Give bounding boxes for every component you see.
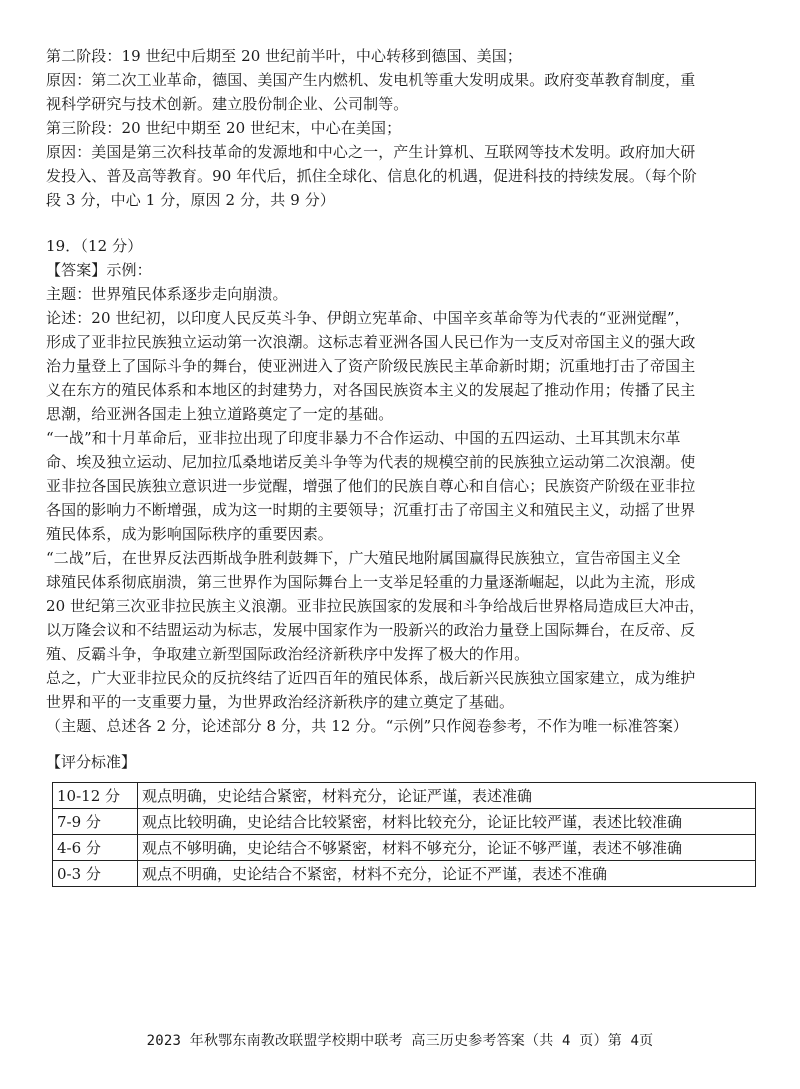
scoring-table (52, 782, 756, 887)
argument-line: 以万隆会议和不结盟运动为标志，发展中国家作为一股新兴的政治力量登上国际舞台，在反帝、反 (46, 621, 696, 639)
stage3-reason-line: 原因：美国是第三次科技革命的发源地和中心之一，产生计算机、互联网等技术发明。政府加大研 (46, 143, 696, 161)
score-description: 观点不明确，史论结合不紧密，材料不充分，论证不严谨，表述不准确 (138, 861, 756, 887)
stage2-reason-line: 视科学研究与技术创新。建立股份制企业、公司制等。 (46, 95, 409, 113)
stage2-reason-line: 原因：第二次工业革命，德国、美国产生内燃机、发电机等重大发明成果。政府变革教育制度，重 (46, 71, 696, 89)
argument-line: 各国的影响力不断增强，成为这一时期的主要领导；沉重打击了帝国主义和殖民主义，动摇了世界 (46, 501, 696, 519)
argument-line: “二战”后，在世界反法西斯战争胜利鼓舞下，广大殖民地附属国赢得民族独立，宣告帝国主义全 (46, 549, 681, 567)
stage3-reason-line: 发投入、普及高等教育。90 年代后，抓住全球化、信息化的机遇，促进科技的持续发展。（每个阶 (46, 167, 697, 185)
page-footer: 2023 年秋鄂东南教改联盟学校期中联考 高三历史参考答案（共 4 页）第 4页 (146, 1033, 654, 1049)
score-level: 10-12 分 (53, 783, 138, 809)
table-row (53, 783, 756, 809)
scoring-title: 【评分标准】 (46, 753, 137, 771)
table-row (53, 835, 756, 861)
stage3-heading: 第三阶段：20 世纪中期至 20 世纪末，中心在美国； (46, 119, 402, 137)
score-level: 0-3 分 (53, 861, 138, 887)
argument-line: 殖民体系，成为影响国际秩序的重要因素。 (46, 525, 333, 543)
argument-line: 义在东方的殖民体系和本地区的封建势力，对各国民族资本主义的发展起了推动作用；传播了民主 (46, 381, 696, 399)
argument-line: 殖、反霸斗争，争取建立新型国际政治经济新秩序中发挥了极大的作用。 (46, 645, 530, 663)
answer-label: 【答案】示例： (46, 261, 152, 279)
argument-line: 球殖民体系彻底崩溃，第三世界作为国际舞台上一支举足轻重的力量逐渐崛起，以此为主流，形成 (46, 573, 696, 591)
score-level: 7-9 分 (53, 809, 138, 835)
conclusion-line: 世界和平的一支重要力量，为世界政治经济新秩序的建立奠定了基础。 (46, 693, 515, 711)
argument-line: 形成了亚非拉民族独立运动第一次浪潮。这标志着亚洲各国人民已作为一支反对帝国主义的强大政 (46, 333, 696, 351)
score-description: 观点明确，史论结合紧密，材料充分，论证严谨，表述准确 (138, 783, 756, 809)
argument-line: 思潮，给亚洲各国走上独立道路奠定了一定的基础。 (46, 405, 394, 423)
table-row (53, 861, 756, 887)
argument-line: 治力量登上了国际斗争的舞台，使亚洲进入了资产阶级民族民主革命新时期；沉重地打击了帝国主 (46, 357, 696, 375)
score-level: 4-6 分 (53, 835, 138, 861)
argument-line: 亚非拉各国民族独立意识进一步觉醒，增强了他们的民族自尊心和自信心；民族资产阶级在亚非拉 (46, 477, 696, 495)
document-page (46, 44, 758, 887)
theme-line: 主题：世界殖民体系逐步走向崩溃。 (46, 285, 288, 303)
stage-score-note: 段 3 分，中心 1 分，原因 2 分，共 9 分） (46, 191, 335, 209)
table-row (53, 809, 756, 835)
argument-line: 论述：20 世纪初，以印度人民反英斗争、伊朗立宪革命、中国辛亥革命等为代表的“亚洲觉醒”， (46, 309, 690, 327)
question-number: 19．（12 分） (46, 237, 143, 255)
conclusion-line: 总之，广大亚非拉民众的反抗终结了近四百年的殖民体系，战后新兴民族独立国家建立，成为维护 (46, 669, 696, 687)
argument-line: 命、埃及独立运动、尼加拉瓜桑地诺反美斗争等为代表的规模空前的民族独立运动第二次浪潮。使 (46, 453, 696, 471)
score-description: 观点不够明确，史论结合不够紧密，材料不够充分，论证不够严谨，表述不够准确 (138, 835, 756, 861)
score-note: （主题、总述各 2 分，论述部分 8 分，共 12 分。“示例”只作阅卷参考，不作为唯一标准答案） (46, 717, 689, 735)
argument-line: “一战”和十月革命后，亚非拉出现了印度非暴力不合作运动、中国的五四运动、土耳其凯末尔革 (46, 429, 681, 447)
stage-section (46, 44, 758, 212)
argument-line: 20 世纪第三次亚非拉民族主义浪潮。亚非拉民族国家的发展和斗争给战后世界格局造成巨大冲击， (46, 597, 705, 615)
stage2-heading: 第二阶段：19 世纪中后期至 20 世纪前半叶，中心转移到德国、美国； (46, 47, 522, 65)
question-19 (46, 234, 758, 738)
score-description: 观点比较明确，史论结合比较紧密，材料比较充分，论证比较严谨，表述比较准确 (138, 809, 756, 835)
